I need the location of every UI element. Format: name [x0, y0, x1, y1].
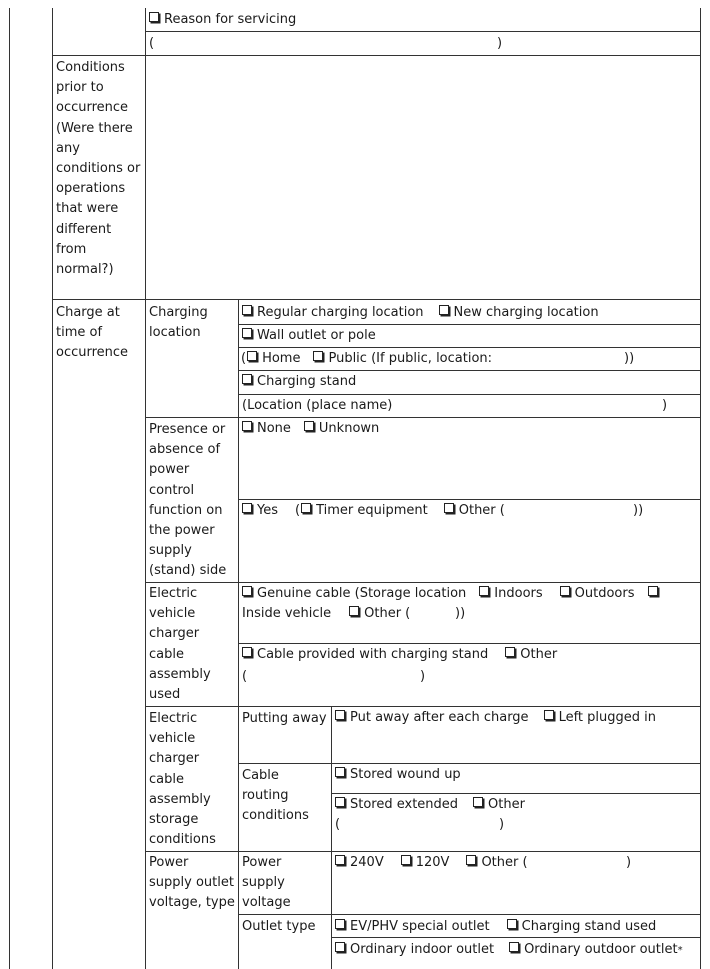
- checkbox-icon[interactable]: [304, 421, 314, 431]
- public-option[interactable]: Public (If public, location:: [312, 351, 492, 366]
- row-divider: [145, 31, 701, 32]
- other-option[interactable]: Other: [504, 647, 557, 662]
- inside-vehicle-label: Inside vehicle: [242, 606, 332, 621]
- table-border-col3: [238, 300, 239, 969]
- wall-outlet-option[interactable]: Wall outlet or pole: [241, 326, 376, 346]
- row-divider: [145, 582, 701, 583]
- checkbox-icon[interactable]: [242, 586, 252, 596]
- checkbox-icon[interactable]: [242, 328, 252, 338]
- stand-used-option[interactable]: Charging stand used: [506, 919, 657, 934]
- charging-location-label: Charging location: [149, 305, 208, 341]
- storage-paren-open: (: [335, 817, 341, 832]
- other-option[interactable]: Other: [472, 797, 525, 812]
- timer-option[interactable]: Timer equipment: [300, 503, 428, 518]
- outdoor-outlet-option[interactable]: Ordinary outdoor outlet: [508, 942, 678, 957]
- yes-option[interactable]: Yes: [241, 503, 278, 518]
- provided-cable-option[interactable]: Cable provided with charging stand: [241, 647, 488, 662]
- reason-for-servicing-option[interactable]: Reason for servicing: [148, 10, 296, 30]
- row-divider: [238, 763, 701, 764]
- outdoors-option[interactable]: Outdoors: [559, 586, 635, 601]
- put-away-option[interactable]: Put away after each charge: [334, 710, 529, 725]
- checkbox-icon[interactable]: [335, 797, 345, 807]
- checkbox-icon[interactable]: [473, 797, 483, 807]
- checkbox-icon[interactable]: [444, 503, 454, 513]
- voltage-row: [334, 853, 528, 873]
- 240v-option[interactable]: 240V: [334, 855, 384, 870]
- cable-routing-label: Cable routing conditions: [242, 768, 309, 824]
- checkbox-icon[interactable]: [505, 647, 515, 657]
- checkbox-icon[interactable]: [335, 942, 345, 952]
- conditions-prior-label: Conditions prior to occurrence (Were there any conditions or operations that were different from normal?): [56, 60, 141, 278]
- checkbox-icon[interactable]: [335, 855, 345, 865]
- unknown-option[interactable]: Unknown: [303, 421, 379, 436]
- indoors-option[interactable]: Indoors: [478, 586, 542, 601]
- table-border-outer-left: [9, 8, 10, 969]
- row-divider: [331, 937, 701, 938]
- stored-wound-option[interactable]: Stored wound up: [334, 765, 461, 785]
- stand-location-close: ): [662, 398, 668, 413]
- power-control-row-1: [241, 419, 379, 439]
- other-option[interactable]: Other (: [348, 606, 410, 621]
- checkbox-icon[interactable]: [242, 503, 252, 513]
- storage-conditions-label: Electric vehicle charger cable assembly storage conditions: [149, 711, 216, 848]
- 120v-option[interactable]: 120V: [400, 855, 450, 870]
- checkbox-icon[interactable]: [349, 606, 359, 616]
- left-plugged-option[interactable]: Left plugged in: [543, 710, 656, 725]
- wall-outlet-detail-row: ( Home Public (If public, location:: [241, 351, 493, 366]
- inside-vehicle-checkbox[interactable]: [648, 586, 658, 596]
- public-location-close: )): [624, 351, 635, 366]
- row-divider: [145, 706, 701, 707]
- outlet-label: Power supply outlet voltage, type: [149, 855, 235, 911]
- provided-cable-row: [241, 645, 557, 665]
- charging-stand-option[interactable]: Charging stand: [241, 372, 356, 392]
- checkbox-icon[interactable]: [544, 710, 554, 720]
- checkbox-icon[interactable]: [242, 374, 252, 384]
- checkbox-icon[interactable]: [466, 855, 476, 865]
- footnote-asterisk: *: [677, 945, 683, 956]
- row-divider: [238, 643, 701, 644]
- putting-away-label: Putting away: [242, 711, 327, 726]
- other-option[interactable]: Other (: [443, 503, 505, 518]
- none-option[interactable]: None: [241, 421, 291, 436]
- charging-location-row-1: [241, 303, 599, 323]
- reason-paren-open: (: [149, 36, 155, 51]
- checkbox-icon[interactable]: [247, 351, 257, 361]
- checkbox-icon[interactable]: [149, 12, 159, 22]
- charge-at-time-label: Charge at time of occurrence: [56, 305, 129, 361]
- reason-paren-close: ): [497, 36, 503, 51]
- row-divider: [145, 851, 701, 852]
- stored-extended-option[interactable]: Stored extended: [334, 797, 458, 812]
- cable-used-label: Electric vehicle charger cable assembly used: [149, 586, 211, 703]
- indoor-outlet-option[interactable]: Ordinary indoor outlet: [334, 942, 494, 957]
- provided-paren-open: (: [242, 669, 248, 684]
- genuine-cable-row: [241, 584, 663, 604]
- row-divider: [238, 914, 701, 915]
- genuine-other-close: )): [455, 606, 466, 621]
- checkbox-icon[interactable]: [313, 351, 323, 361]
- checkbox-icon[interactable]: [439, 305, 449, 315]
- genuine-cable-row-2: [242, 604, 410, 624]
- row-divider: [331, 793, 701, 794]
- stored-extended-row: [334, 795, 525, 815]
- checkbox-icon[interactable]: [479, 586, 489, 596]
- outlet-type-row-2: [334, 940, 683, 961]
- checkbox-icon[interactable]: [301, 503, 311, 513]
- checkbox-icon[interactable]: [509, 942, 519, 952]
- storage-paren-close: ): [499, 817, 505, 832]
- checkbox-icon[interactable]: [507, 919, 517, 929]
- power-control-row-2: Yes ( Timer equipment Other (: [241, 501, 505, 521]
- voltage-other-close: ): [626, 855, 632, 870]
- outlet-type-label: Outlet type: [242, 919, 316, 934]
- new-location-option[interactable]: New charging location: [438, 305, 599, 320]
- genuine-cable-option[interactable]: Genuine cable (Storage location: [241, 586, 466, 601]
- table-border-left: [52, 8, 53, 969]
- row-divider: [238, 324, 701, 325]
- checkbox-icon[interactable]: [335, 710, 345, 720]
- conditions-prior-input[interactable]: [146, 56, 700, 299]
- table-border-right: [700, 8, 701, 969]
- row-divider: [238, 499, 701, 500]
- row-divider: [145, 417, 701, 418]
- checkbox-icon[interactable]: [335, 767, 345, 777]
- putting-away-row: [334, 708, 656, 728]
- other-option[interactable]: Other (: [465, 855, 527, 870]
- checkbox-icon[interactable]: [335, 919, 345, 929]
- regular-location-option[interactable]: Regular charging location: [241, 305, 424, 320]
- row-divider: [238, 370, 701, 371]
- ev-special-outlet-option[interactable]: EV/PHV special outlet: [334, 919, 490, 934]
- outlet-type-row-1: [334, 917, 656, 937]
- row-divider: [238, 394, 701, 395]
- checkbox-icon[interactable]: [560, 586, 570, 596]
- stand-location-label: (Location (place name): [242, 398, 393, 413]
- home-option[interactable]: Home: [246, 351, 300, 366]
- checkbox-icon[interactable]: [401, 855, 411, 865]
- table-border-col4: [331, 706, 332, 969]
- row-divider: [238, 347, 701, 348]
- provided-paren-close: ): [420, 669, 426, 684]
- row-divider: [52, 299, 701, 300]
- checkbox-icon[interactable]: [242, 647, 252, 657]
- power-control-label: Presence or absence of power control function on the power supply (stand) side: [149, 422, 227, 579]
- checkbox-icon[interactable]: [242, 421, 252, 431]
- checkbox-icon[interactable]: [242, 305, 252, 315]
- power-control-other-close: )): [633, 503, 644, 518]
- voltage-label: Power supply voltage: [242, 855, 291, 911]
